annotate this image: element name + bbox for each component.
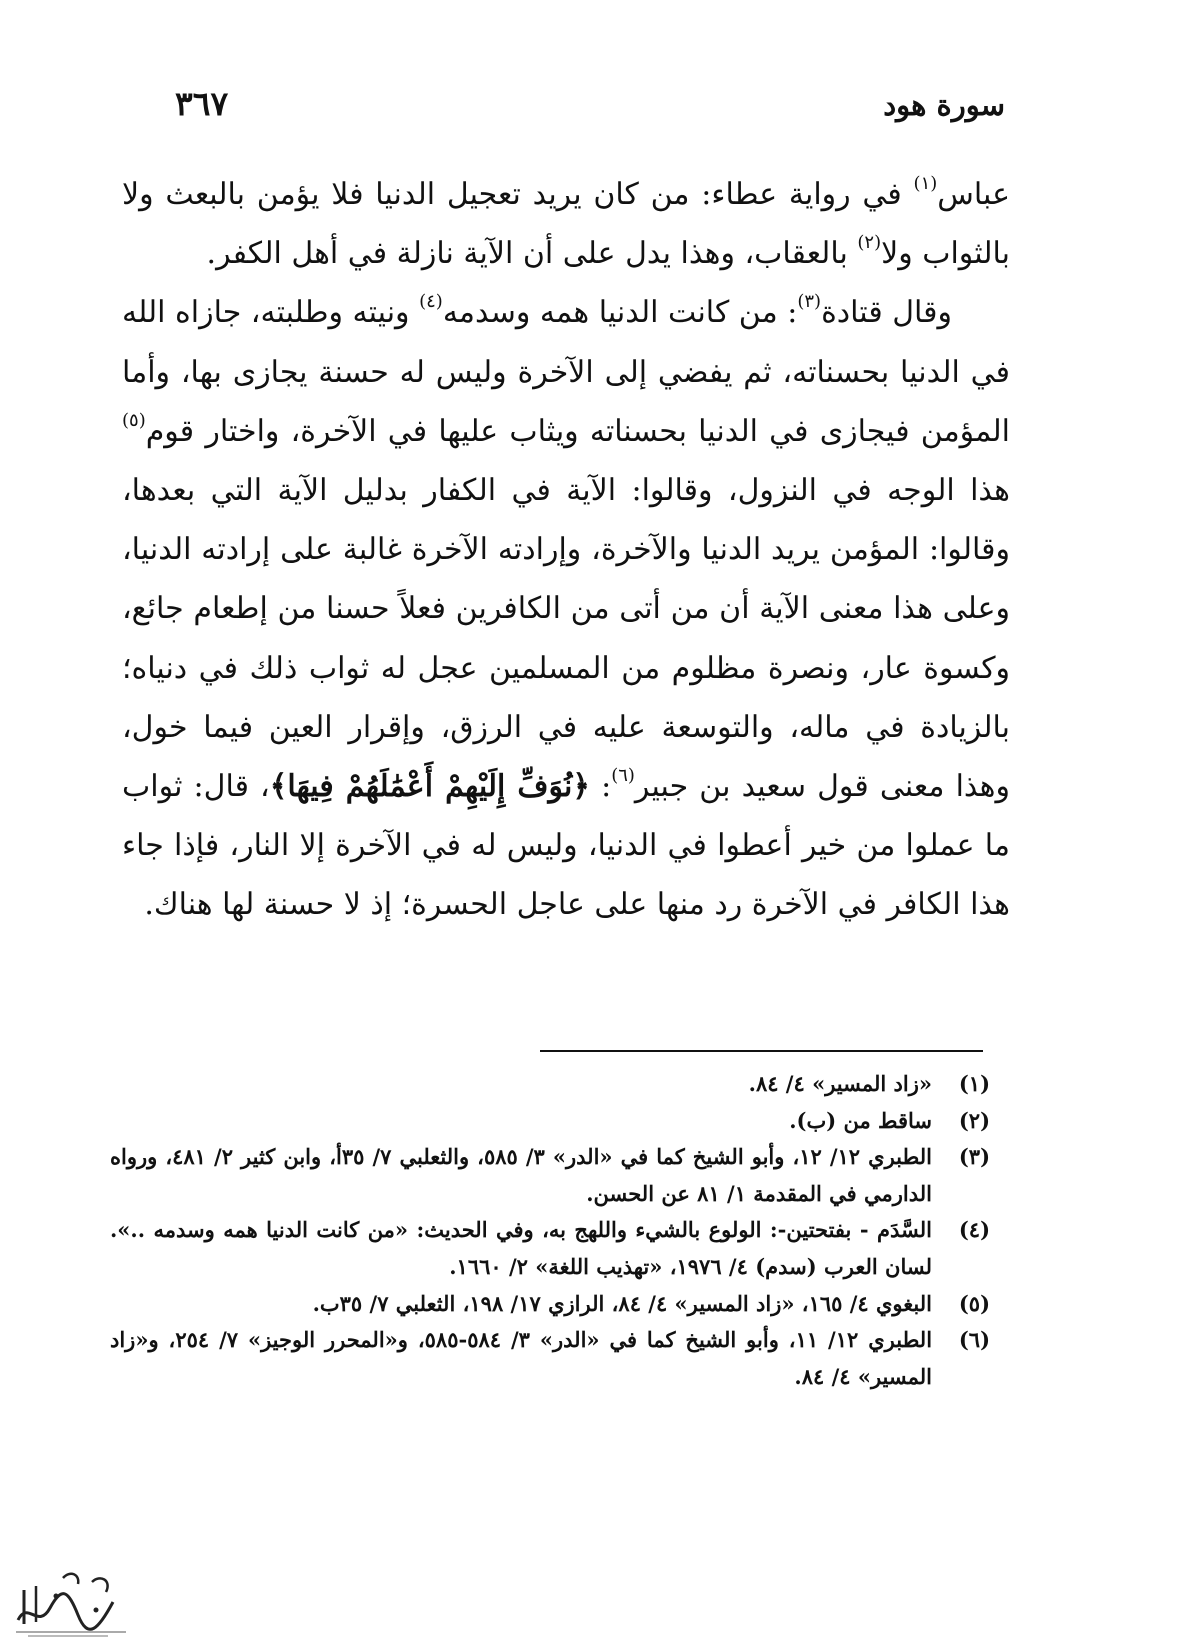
footnote-text: الطبري ١٢/ ١١، وأبو الشيخ كما في «الدر» ٣/ ٥٨٤-٥٨٥، و«المحرر الوجيز» ٧/ ٢٥٤، و«زاد المسير» ٤/ ٨٤.	[110, 1327, 933, 1389]
footnote-number: (٣)	[958, 1144, 990, 1170]
footnote-ref: (٥)	[122, 409, 146, 431]
footnote-text: الطبري ١٢/ ١٢، وأبو الشيخ كما في «الدر» ٣/ ٥٨٥، والثعلبي ٧/ ٣٥أ، وابن كثير ٢/ ٤٨١، ورواه الدارمي في المقدمة ١/ ٨١ عن الحسن.	[110, 1144, 932, 1206]
paragraph-2	[122, 283, 1010, 934]
footnote-number: (١)	[958, 1071, 990, 1096]
footnote-text: «زاد المسير» ٤/ ٨٤.	[748, 1071, 932, 1096]
footnote-ref: (١)	[913, 173, 938, 194]
text-run: هذا الوجه في النزول، وقالوا: الآية في الكفار بدليل الآية التي بعدها، وقالوا: المؤمن يريد الدنيا والآخرة، وإرادته الآخرة غالبة على إرادته الدنيا، وعلى هذا معنى الآية أن من أتى من الكافرين فعلاً حسنا من إطعام جائع، وكسوة عار، ونصرة مظلوم من المسلمين عجل له ثواب ذلك في دنياه؛ بالزيادة في ماله، والتوسعة عليه في الرزق، وإقرار العين فيما خول، وهذا معنى قول سعيد بن جبير	[122, 473, 1010, 805]
text-run: في رواية عطاء: من كان يريد تعجيل الدنيا فلا يؤمن بالبعث ولا بالثواب ولا	[122, 177, 1010, 272]
page-header	[175, 84, 1005, 138]
paragraph-1	[122, 165, 1010, 283]
footnote-ref: (٣)	[797, 291, 822, 313]
text-run: وقال قتادة	[821, 295, 952, 331]
text-run: بالعقاب، وهذا يدل على أن الآية نازلة في أهل الكفر.	[206, 236, 858, 272]
footnote-item	[110, 1066, 990, 1103]
footnote-ref: (٢)	[857, 232, 882, 254]
footnote-text: السَّدَم - بفتحتين-: الولوع بالشيء واللهج به، وفي الحديث: «من كانت الدنيا همه وسدمه ..». لسان العرب (سدم) ٤/ ١٩٧٦، «تهذيب اللغة» ٢/ ١٦٦٠.	[110, 1217, 932, 1279]
surah-title: سورة هود	[883, 88, 1005, 122]
page-number: ٣٦٧	[175, 84, 229, 123]
footnote-item	[110, 1139, 990, 1212]
footnote-item	[110, 1103, 990, 1140]
footnote-number: (٤)	[958, 1217, 990, 1243]
text-run: ونيته وطلبته، جازاه الله في الدنيا بحسناته، ثم يفضي إلى الآخرة وليس له حسنة يجازى بها، وأما المؤمن فيجازى في الدنيا بحسناته ويثاب عليها في الآخرة، واختار قوم	[122, 295, 1010, 449]
footnotes	[110, 1066, 990, 1395]
footnote-number: (٢)	[958, 1107, 990, 1133]
footnote-number: (٦)	[958, 1327, 990, 1353]
text-run: :	[589, 769, 612, 805]
footnote-divider	[540, 1050, 983, 1052]
footnote-item	[110, 1322, 990, 1395]
footnote-text: البغوي ٤/ ١٦٥، «زاد المسير» ٤/ ٨٤، الرازي ١٧/ ١٩٨، الثعلبي ٧/ ٣٥ب.	[312, 1290, 932, 1316]
footnote-text: ساقط من (ب).	[789, 1107, 932, 1133]
logo-calligraphy-icon	[8, 1560, 133, 1642]
publisher-logo	[8, 1560, 133, 1642]
main-text	[122, 165, 1010, 935]
footnote-ref: (٦)	[611, 765, 635, 787]
text-run: ، قال: ثواب ما عملوا من خير أعطوا في الدنيا، وليس له في الآخرة إلا النار، فإذا جاء هذا الكافر في الآخرة رد منها على عاجل الحسرة؛ إذ لا حسنة لها هناك.	[122, 769, 1010, 923]
text-run: عباس	[937, 177, 1010, 212]
footnote-number: (٥)	[958, 1290, 990, 1316]
footnote-item	[110, 1286, 990, 1323]
footnote-ref: (٤)	[419, 291, 443, 313]
quran-verse: ﴿نُوَفِّ إِلَيْهِمْ أَعْمَٰلَهُمْ فِيهَا﴾	[269, 769, 590, 805]
footnote-item	[110, 1212, 990, 1285]
text-run: : من كانت الدنيا همه وسدمه	[442, 295, 798, 331]
